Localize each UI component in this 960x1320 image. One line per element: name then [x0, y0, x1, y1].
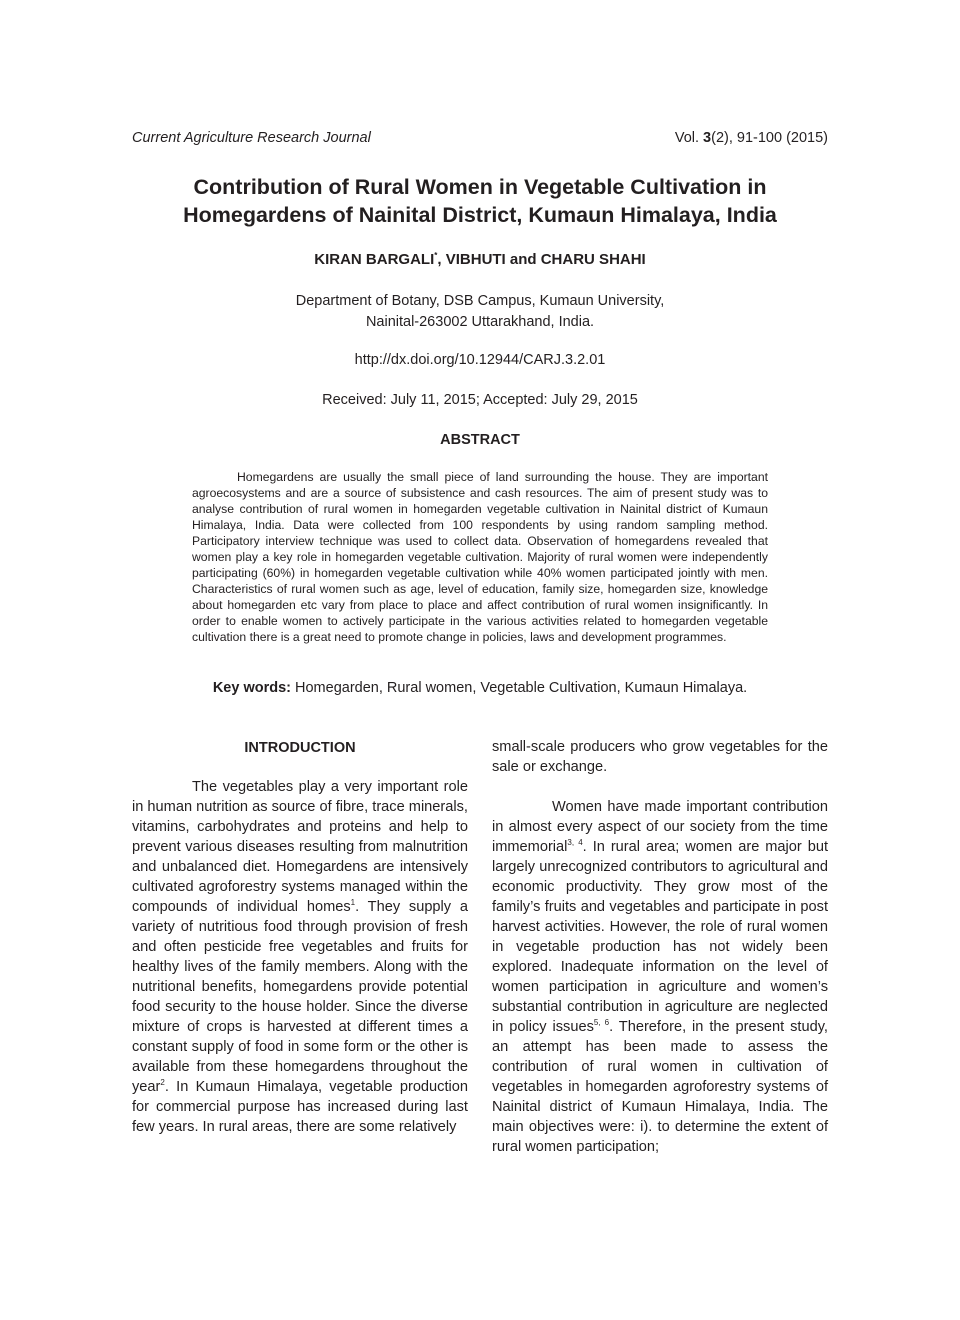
affiliation — [100, 291, 860, 333]
left-column — [132, 738, 468, 1137]
affiliation-line-2: Nainital-263002 Uttarakhand, India. — [365, 314, 595, 330]
author-rest: , VIBHUTI and CHARU SHAHI — [437, 251, 646, 268]
keywords-label: Key words: — [212, 680, 291, 696]
title-line-2: Homegardens of Nainital District, Kumaun Himalaya, India — [183, 203, 777, 227]
journal-name: Current Agriculture Research Journal — [132, 130, 371, 146]
intro-paragraph-2 — [492, 797, 828, 1157]
right-column — [492, 737, 828, 1157]
citation-5-6: 5, 6 — [593, 1018, 610, 1028]
volume-number: 3 — [703, 130, 712, 146]
citation-2: 2 — [160, 1078, 165, 1088]
keywords-text: Homegarden, Rural women, Vegetable Cultivation, Kumaun Himalaya. — [290, 680, 748, 696]
abstract-heading: ABSTRACT — [440, 432, 520, 448]
intro-p2-part-a: Women have made important contribution in almost every aspect of our society from the time immemorial — [492, 799, 828, 855]
citation-1: 1 — [350, 898, 356, 908]
volume-info — [675, 130, 828, 146]
author-first: KIRAN BARGALI — [314, 251, 435, 268]
intro-p1-part-c: . In Kumaun Himalaya, vegetable production for commercial purpose has increased during last few years. In rural areas, there are some relatively — [132, 1079, 468, 1135]
title-line-1: Contribution of Rural Women in Vegetable Cultivation in — [193, 175, 767, 199]
intro-p1-part-a: The vegetables play a very important role in human nutrition as source of fibre, trace minerals, vitamins, carbohydrates and proteins and help to prevent various diseases resulting from malnutrition and unbalanced diet. Homegardens are intensively cultivated agroforestry systems managed within the compounds of individual homes — [132, 779, 468, 915]
intro-paragraph-1-continued: small-scale producers who grow vegetables for the sale or exchange. — [492, 739, 828, 775]
keywords — [100, 680, 860, 696]
doi-link[interactable]: http://dx.doi.org/10.12944/CARJ.3.2.01 — [354, 352, 606, 368]
intro-paragraph-1 — [132, 777, 468, 1137]
volume-prefix: Vol. — [674, 130, 704, 146]
affiliation-line-1: Department of Botany, DSB Campus, Kumaun University, — [295, 293, 665, 309]
volume-suffix: (2), 91-100 (2015) — [711, 130, 828, 146]
introduction-heading: INTRODUCTION — [244, 740, 356, 756]
intro-p2-part-b: . In rural area; women are major but largely unrecognized contributors to agricultural and economic productivity. They grow most of the family’s fruits and vegetables and participate in post harvest activities. However, the role of rural women in vegetable production has not widely been explored. Inadequate information on the level of women participation in agriculture and women’s substantial contribution in agriculture are neglected in policy issues — [492, 839, 829, 1035]
citation-3-4: 3, 4 — [567, 838, 583, 848]
intro-p1-part-b: . They supply a variety of nutritious food through provision of fresh and often pesticide free vegetables and fruits for healthy lives of the family members. Along with the nutritional benefits, homegardens provide potential food security to the house holder. Since the diverse mixture of crops is harvested at different times a constant supply of food in some form or the other is available from these homegardens throughout the year — [132, 899, 468, 1095]
abstract-text: Homegardens are usually the small piece of land surrounding the house. They are important agroecosystems and are a source of subsistence and cash resources. The aim of present study was to analyse contribution of rural women in homegarden vegetable cultivation in Nainital district of Kumaun Himalaya, India. Data were collected from 100 respondents by using random sampling method. Participatory interview technique was used to collect data. Observation of homegardens revealed that women play a key role in homegarden vegetable cultivation. Majority of rural women were independently participating (60%) in homegarden vegetable cultivation while 40% women participated jointly with men. Characteristics of rural women such as age, level of education, family size, homegarden size, knowledge about homegarden etc vary from place to place and affect contribution of rural women insignificantly. In order to enable women to actively participate in the various activities related to homegarden vegetable cultivation there is a great need to promote change in policies, laws and development programmes. — [192, 470, 768, 644]
author-list — [100, 251, 860, 268]
paper-title — [100, 173, 860, 229]
corresponding-author-mark: * — [434, 251, 438, 260]
intro-p2-part-c: . Therefore, in the present study, an attempt has been made to assess the contribution of rural women in cultivation of vegetables in homegarden agroforestry systems of Nainital district of Kumaun Himalaya, India. The main objectives were: i). to determine the extent of rural women participation; — [492, 1019, 828, 1155]
received-accepted-dates: Received: July 11, 2015; Accepted: July 29, 2015 — [322, 392, 638, 408]
